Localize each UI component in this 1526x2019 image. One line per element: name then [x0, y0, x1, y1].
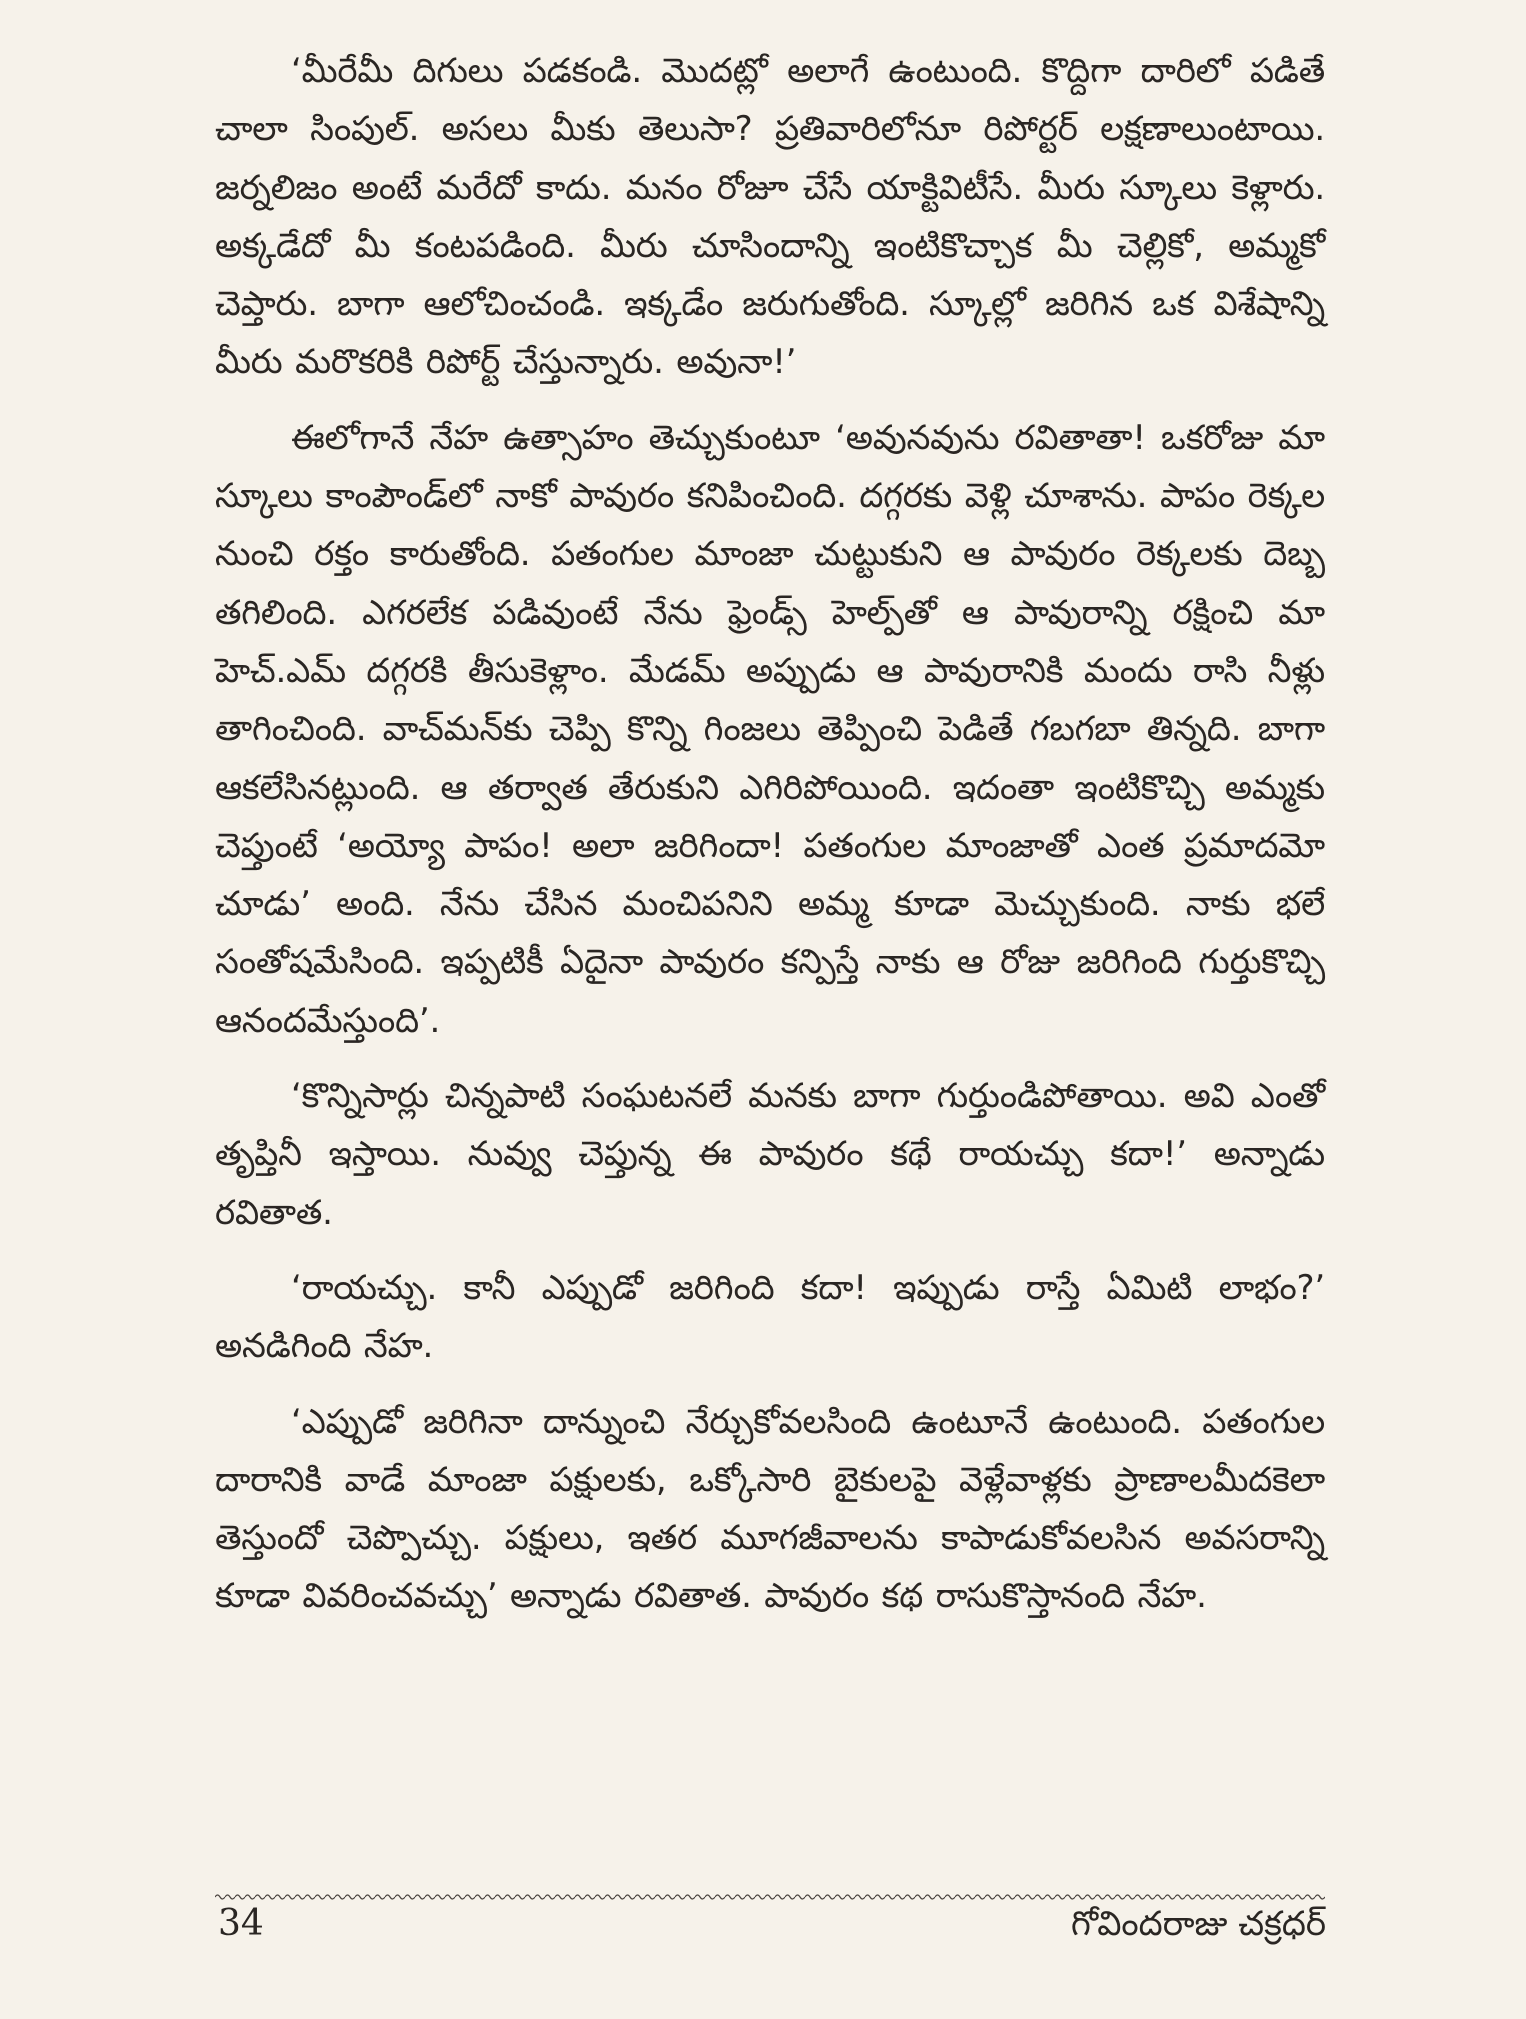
paragraph-4: ‘రాయచ్చు. కానీ ఎప్పుడో జరిగింది కదా! ఇప్పుడు రాస్తే ఏమిటి లాభం?’ అనడిగింది నేహ. [215, 1267, 1325, 1367]
author-name: గోవిందరాజు చక్రధర్ [1071, 1904, 1326, 1944]
paragraph-5: ‘ఎప్పుడో జరిగినా దాన్నుంచి నేర్చుకోవలసింది ఉంటూనే ఉంటుంది. పతంగుల దారానికి వాడే మాంజా పక్షులకు, ఒక్కోసారి బైకులపై వెళ్లేవాళ్లకు ప్రాణాలమీదకెలా తెస్తుందో చెప్పొచ్చు. పక్షులు, ఇతర మూగజీవాలను కాపాడుకోవలసిన అవసరాన్ని కూడా వివరించవచ్చు’ అన్నాడు రవితాత. పావురం కథ రాసుకొస్తానంది నేహ. [215, 1401, 1325, 1617]
paragraph-2: ఈలోగానే నేహ ఉత్సాహం తెచ్చుకుంటూ ‘అవునవును రవితాతా! ఒకరోజు మా స్కూలు కాంపౌండ్‌లో నాకో పావురం కనిపించింది. దగ్గరకు వెళ్లి చూశాను. పాపం రెక్కల నుంచి రక్తం కారుతోంది. పతంగుల మాంజా చుట్టుకుని ఆ పావురం రెక్కలకు దెబ్బ తగిలింది. ఎగరలేక పడివుంటే నేను ఫ్రెండ్స్ హెల్ప్‌తో ఆ పావురాన్ని రక్షించి మా హెచ్.ఎమ్ దగ్గరకి తీసుకెళ్లాం. మేడమ్ అప్పుడు ఆ పావురానికి మందు రాసి నీళ్లు తాగించింది. వాచ్‌మన్‌కు చెప్పి కొన్ని గింజలు తెప్పించి పెడితే గబగబా తిన్నది. బాగా ఆకలేసినట్లుంది. ఆ తర్వాత తేరుకుని ఎగిరిపోయింది. ఇదంతా ఇంటికొచ్చి అమ్మకు చెప్తుంటే ‘అయ్యో పాపం! అలా జరిగిందా! పతంగుల మాంజాతో ఎంత ప్రమాదమో చూడు’ అంది. నేను చేసిన మంచిపనిని అమ్మ కూడా మెచ్చుకుంది. నాకు భలే సంతోషమేసింది. ఇప్పటికీ ఏదైనా పావురం కన్పిస్తే నాకు ఆ రోజు జరిగింది గుర్తుకొచ్చి ఆనందమేస్తుంది’. [215, 417, 1325, 1041]
paragraph-3: ‘కొన్నిసార్లు చిన్నపాటి సంఘటనలే మనకు బాగా గుర్తుండిపోతాయి. అవి ఎంతో తృప్తినీ ఇస్తాయి. నువ్వు చెప్తున్న ఈ పావురం కథే రాయచ్చు కదా!’ అన్నాడు రవితాత. [215, 1076, 1325, 1233]
page-number: 34 [218, 1903, 264, 1944]
paragraph-1: ‘మీరేమీ దిగులు పడకండి. మొదట్లో అలాగే ఉంటుంది. కొద్దిగా దారిలో పడితే చాలా సింపుల్. అసలు మీకు తెలుసా? ప్రతివారిలోనూ రిపోర్టర్ లక్షణాలుంటాయి. జర్నలిజం అంటే మరేదో కాదు. మనం రోజూ చేసే యాక్టివిటీసే. మీరు స్కూలు కెళ్లారు. అక్కడేదో మీ కంటపడింది. మీరు చూసిందాన్ని ఇంటికొచ్చాక మీ చెల్లికో, అమ్మకో చెప్తారు. బాగా ఆలోచించండి. ఇక్కడేం జరుగుతోంది. స్కూల్లో జరిగిన ఒక విశేషాన్ని మీరు మరొకరికి రిపోర్ట్ చేస్తున్నారు. అవునా!’ [215, 51, 1325, 383]
story-text [215, 42, 1325, 1626]
